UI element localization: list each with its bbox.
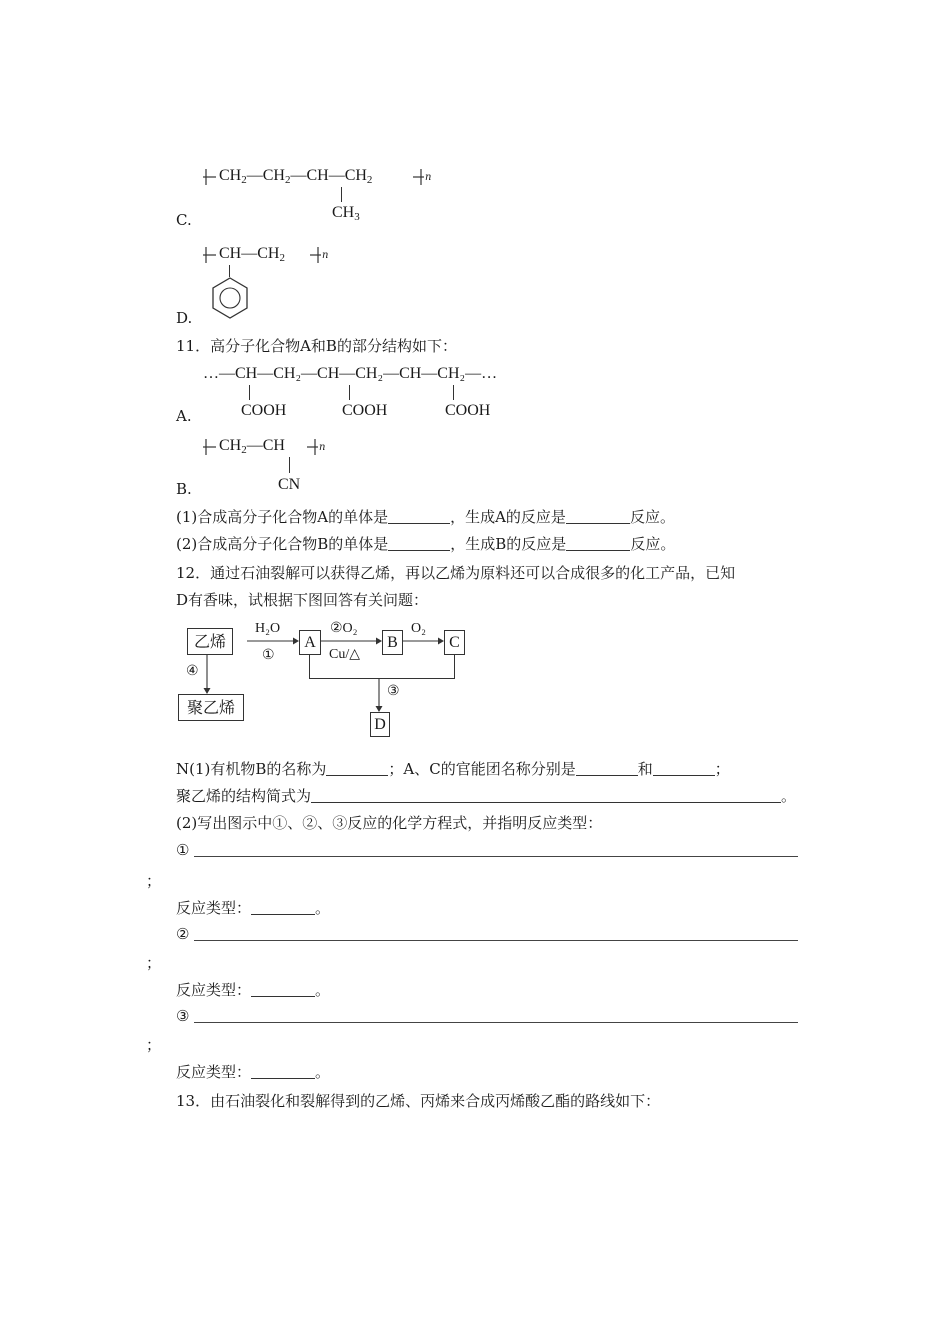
reagent-oxygen-2: ②O₂ <box>330 621 358 636</box>
node-a: A <box>299 630 321 655</box>
connector-c <box>454 654 455 678</box>
answer-line-1[interactable] <box>194 856 798 857</box>
bracket-right-icon <box>307 438 319 456</box>
option-c-label: C. <box>176 211 192 229</box>
marker-2: ② <box>176 925 190 943</box>
arrow-right-icon <box>320 636 382 646</box>
semicolon-2: ； <box>146 954 162 972</box>
marker-1: ① <box>176 841 190 859</box>
answer-blank[interactable] <box>653 762 715 776</box>
reaction-type-2: 反应类型： 。 <box>176 981 331 999</box>
answer-blank[interactable] <box>576 762 638 776</box>
q11-b-chain: $CH_2—CH$ <box>219 437 285 456</box>
bracket-left-icon <box>203 168 217 186</box>
answer-blank[interactable] <box>311 789 781 803</box>
q11-a-bond-3 <box>453 385 454 400</box>
answer-line-3[interactable] <box>194 1022 798 1023</box>
q12-part-1-formula: 聚乙烯的结构简式为 。 <box>176 787 797 805</box>
condition-cu-heat: Cu/△ <box>329 647 360 662</box>
q12-intro-line-2: D有香味，试根据下图回答有关问题： <box>176 591 429 609</box>
reaction-type-1: 反应类型： 。 <box>176 899 331 917</box>
bracket-left-icon <box>203 438 217 456</box>
node-ethylene: 乙烯 <box>187 628 233 655</box>
q11-b-cn: CN <box>278 476 301 493</box>
q11-part-1: (1)合成高分子化合物A的单体是 ，生成A的反应是 反应。 <box>176 508 675 526</box>
node-c: C <box>444 630 465 655</box>
answer-blank[interactable] <box>251 1065 315 1079</box>
answer-blank[interactable] <box>388 537 450 551</box>
q11-a-bond-1 <box>249 385 250 400</box>
reaction-type-3: 反应类型： 。 <box>176 1063 331 1081</box>
semicolon-3: ； <box>146 1036 162 1054</box>
answer-blank[interactable] <box>566 537 630 551</box>
option-c-chain: $CH_2—CH_2—CH—CH_2$ <box>219 167 373 186</box>
answer-blank[interactable] <box>566 510 630 524</box>
q11-a-cooh-2: COOH <box>342 402 388 419</box>
q12-part-2: (2)写出图示中①、②、③反应的化学方程式，并指明反应类型： <box>176 814 603 832</box>
bracket-right-icon <box>413 168 425 186</box>
answer-blank[interactable] <box>326 762 388 776</box>
answer-blank[interactable] <box>388 510 450 524</box>
q12-part-1: N(1)有机物B的名称为 ；A、C的官能团名称分别是 和 ； <box>176 760 730 778</box>
q11-b-label: B. <box>176 480 192 498</box>
option-d-chain: $CH—CH_2$ <box>219 245 285 264</box>
answer-blank[interactable] <box>251 983 315 997</box>
arrow-right-icon <box>247 636 299 646</box>
semicolon-1: ； <box>146 872 162 890</box>
bracket-right-icon <box>310 246 322 264</box>
q11-b-bond <box>289 457 290 473</box>
reagent-water: H₂O <box>255 621 281 636</box>
node-b: B <box>382 630 403 655</box>
marker-3: ③ <box>176 1007 190 1025</box>
arrow-down-icon <box>202 654 212 694</box>
q11-a-chain: …—CH—CH₂—CH—CH₂—CH—CH₂—… <box>203 365 498 382</box>
option-c-bond <box>341 187 342 202</box>
q11-part-2: (2)合成高分子化合物B的单体是 ，生成B的反应是 反应。 <box>176 535 676 553</box>
answer-blank[interactable] <box>251 901 315 915</box>
answer-line-2[interactable] <box>194 940 798 941</box>
bracket-left-icon <box>203 246 217 264</box>
step-4-label: ④ <box>186 663 199 679</box>
option-c-methyl: $CH_3$ <box>332 204 360 223</box>
arrow-down-icon <box>374 678 384 712</box>
q11-a-cooh-1: COOH <box>241 402 287 419</box>
q11-title: 11．高分子化合物A和B的部分结构如下： <box>176 337 457 355</box>
node-polyethylene: 聚乙烯 <box>178 694 244 721</box>
q11-a-label: A. <box>176 407 192 425</box>
q13-text: 13．由石油裂化和裂解得到的乙烯、丙烯来合成丙烯酸乙酯的路线如下： <box>176 1092 661 1110</box>
step-1-label: ① <box>262 647 275 663</box>
reagent-oxygen-3: O₂ <box>411 621 426 636</box>
q11-a-cooh-3: COOH <box>445 402 491 419</box>
connector-a <box>309 654 310 678</box>
node-d: D <box>370 712 390 737</box>
arrow-right-icon <box>402 636 444 646</box>
step-3-label: ③ <box>387 683 400 699</box>
option-d-label: D. <box>176 309 193 327</box>
q12-intro-line-1: 12．通过石油裂解可以获得乙烯，再以乙烯为原料还可以合成很多的化工产品，已知 <box>176 564 736 582</box>
benzene-ring-icon <box>210 276 250 320</box>
q11-a-bond-2 <box>349 385 350 400</box>
